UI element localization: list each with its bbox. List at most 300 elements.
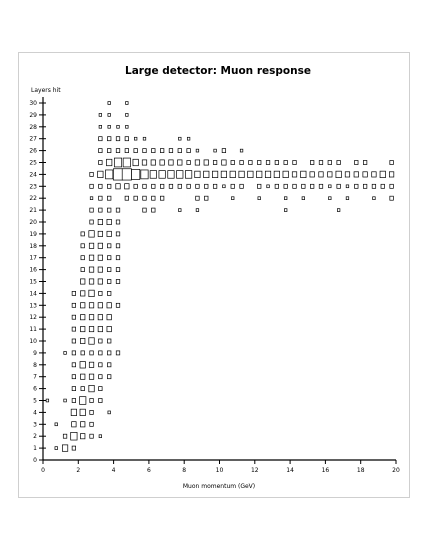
x-tick-label: 14 (286, 467, 294, 474)
bin-box (143, 196, 147, 200)
y-tick-label: 22 (29, 195, 37, 203)
bin-box (90, 351, 94, 355)
bin-box (80, 338, 84, 343)
bin-box (113, 169, 122, 180)
bin-box (107, 268, 111, 272)
bin-box (178, 184, 182, 188)
bin-box (72, 291, 76, 295)
x-tick-label: 20 (392, 467, 400, 474)
y-tick-label: 2 (33, 433, 37, 441)
bin-box (89, 338, 94, 344)
bin-box (72, 422, 76, 427)
bin-box (80, 291, 84, 296)
bin-box (274, 171, 279, 177)
bin-box (222, 149, 226, 153)
bin-box (381, 184, 385, 188)
bin-box (275, 184, 279, 188)
bin-box (284, 197, 287, 200)
bin-box (196, 184, 200, 188)
bin-box (179, 137, 182, 140)
bin-box (72, 375, 76, 379)
bin-box (355, 160, 359, 164)
bin-box (89, 362, 93, 367)
bin-box (390, 184, 394, 188)
bin-box (185, 171, 191, 179)
bin-box (231, 160, 235, 164)
y-tick-label: 1 (33, 445, 37, 453)
bin-box (80, 422, 84, 427)
bin-box (64, 351, 67, 354)
bin-box (99, 339, 103, 343)
bin-box (143, 184, 147, 188)
bin-box (98, 171, 103, 177)
bin-box (134, 137, 137, 140)
bin-box (99, 184, 103, 188)
x-tick-label: 12 (250, 467, 259, 474)
bin-box (108, 102, 111, 105)
bin-box (107, 326, 111, 331)
bin-box (99, 196, 103, 200)
bin-box (107, 231, 111, 236)
bin-box (363, 172, 367, 177)
bin-box (126, 113, 129, 116)
bin-box (89, 315, 93, 320)
bin-box (63, 434, 67, 438)
bin-box (81, 256, 85, 260)
bin-box (363, 160, 367, 164)
bin-box (46, 399, 49, 402)
bin-box (126, 125, 129, 128)
bin-box (89, 385, 94, 391)
bin-box (116, 149, 120, 153)
y-tick-label: 20 (29, 219, 37, 226)
y-tick-label: 24 (29, 171, 37, 179)
y-axis-label: Layers hit (31, 87, 61, 94)
bin-box (80, 434, 84, 439)
bin-box (107, 219, 111, 224)
bin-box (214, 149, 217, 152)
bin-box (107, 279, 111, 283)
bin-box (169, 184, 173, 188)
bin-box (116, 279, 120, 283)
bin-box (80, 315, 84, 320)
bin-box (292, 172, 296, 177)
bin-box (223, 185, 226, 188)
bin-box (221, 171, 226, 177)
y-tick-label: 30 (29, 100, 37, 107)
chart-title: Large detector: Muon response (125, 65, 311, 77)
bin-box (80, 279, 84, 284)
bin-box (310, 160, 314, 164)
bin-box (72, 387, 76, 391)
bin-box (98, 315, 102, 320)
bin-box (108, 411, 111, 414)
bin-box (89, 303, 93, 308)
bin-box (346, 185, 349, 188)
y-tick-label: 17 (29, 254, 37, 262)
y-tick-label: 25 (29, 159, 37, 167)
bin-box (337, 160, 341, 164)
bin-box (196, 149, 199, 152)
bin-box (116, 232, 120, 236)
bin-box (107, 184, 111, 188)
bin-box (99, 398, 103, 402)
bin-box (99, 387, 103, 391)
bins (46, 102, 394, 452)
bin-box (134, 149, 138, 153)
bin-box (319, 184, 323, 188)
y-tick-label: 29 (29, 111, 37, 119)
bin-box (389, 172, 393, 177)
y-tick-label: 3 (33, 421, 37, 429)
bin-box (134, 196, 138, 200)
bin-box (150, 171, 156, 179)
bin-box (187, 137, 190, 140)
x-tick-label: 8 (182, 467, 187, 474)
bin-box (213, 160, 217, 164)
bin-box (107, 196, 111, 200)
bin-box (89, 267, 93, 272)
bin-box (80, 409, 85, 415)
bin-box (363, 184, 367, 188)
chart (19, 53, 409, 497)
y-tick-label: 26 (29, 147, 37, 155)
y-tick-label: 16 (29, 266, 37, 274)
bin-box (81, 387, 85, 391)
bin-box (160, 184, 164, 188)
bin-box (72, 363, 76, 367)
bin-box (116, 220, 120, 224)
bin-box (81, 244, 85, 248)
bin-box (80, 397, 86, 405)
bin-box (265, 171, 270, 177)
y-tick-label: 21 (29, 207, 37, 215)
bin-box (152, 196, 156, 200)
x-tick-label: 10 (215, 467, 224, 474)
bin-box (310, 172, 314, 177)
bin-box (345, 172, 349, 177)
bin-box (284, 209, 287, 212)
bin-box (90, 220, 94, 224)
bin-box (99, 160, 103, 164)
bin-box (107, 291, 111, 295)
bin-box (98, 255, 102, 260)
y-tick-label: 7 (33, 373, 37, 381)
bin-box (152, 149, 156, 153)
bin-box (90, 184, 94, 188)
bin-box (204, 171, 209, 177)
bin-box (196, 209, 199, 212)
bin-box (106, 159, 111, 165)
y-tick-label: 28 (29, 123, 37, 131)
bin-box (99, 208, 103, 212)
bin-box (98, 326, 102, 331)
bin-box (213, 184, 217, 188)
bin-box (107, 303, 111, 308)
bin-box (80, 374, 84, 379)
bin-box (240, 184, 244, 188)
y-tick-label: 12 (29, 314, 37, 322)
bin-box (372, 172, 376, 177)
bin-box (116, 137, 120, 141)
y-tick-label: 27 (29, 135, 37, 143)
bin-box (187, 160, 191, 164)
bin-box (195, 171, 200, 177)
x-tick-label: 4 (111, 467, 116, 474)
bin-box (168, 171, 174, 179)
bin-box (72, 398, 76, 402)
bin-box (107, 149, 111, 153)
bin-box (55, 423, 58, 426)
bin-box (117, 125, 120, 128)
bin-box (390, 160, 394, 164)
bin-box (240, 160, 244, 164)
bin-box (99, 375, 103, 379)
bin-box (72, 327, 76, 331)
bin-box (159, 171, 165, 179)
bin-box (329, 197, 332, 200)
bin-box (328, 172, 332, 177)
bin-box (126, 102, 129, 105)
bin-box (98, 219, 102, 224)
axes (29, 97, 400, 474)
bin-box (99, 149, 103, 153)
x-tick-label: 16 (321, 467, 330, 474)
bin-box (142, 160, 146, 165)
bin-box (329, 185, 332, 188)
bin-box (301, 171, 306, 177)
bin-box (89, 374, 93, 379)
bin-box (125, 196, 129, 200)
bin-box (319, 160, 323, 164)
bin-box (310, 184, 314, 188)
y-tick-label: 19 (29, 230, 37, 238)
bin-box (107, 363, 111, 367)
y-tick-label: 4 (33, 409, 37, 417)
bin-box (390, 196, 394, 200)
bin-box (90, 197, 93, 200)
bin-box (98, 231, 102, 236)
bin-box (346, 197, 349, 200)
bin-box (133, 159, 138, 165)
bin-box (275, 160, 279, 164)
bin-box (249, 160, 253, 164)
bin-box (98, 279, 102, 284)
bin-box (143, 149, 147, 153)
bin-box (116, 268, 120, 272)
bin-box (114, 158, 121, 167)
bin-box (116, 351, 120, 355)
bin-box (108, 125, 111, 128)
bin-box (293, 160, 297, 164)
bin-box (90, 410, 94, 414)
bin-box (160, 196, 164, 200)
bin-box (123, 158, 130, 167)
bin-box (231, 197, 234, 200)
bin-box (177, 171, 183, 179)
x-tick-label: 0 (41, 467, 45, 474)
bin-box (72, 339, 76, 343)
bin-box (89, 243, 93, 248)
bin-box (89, 290, 94, 296)
bin-box (284, 160, 288, 164)
bin-box (319, 172, 323, 177)
bin-box (212, 171, 217, 177)
y-tick-label: 0 (33, 457, 37, 464)
bin-box (187, 149, 191, 153)
bin-box (81, 351, 85, 355)
bin-box (132, 169, 140, 179)
bin-box (141, 170, 148, 179)
x-tick-label: 18 (356, 467, 365, 474)
bin-box (152, 184, 156, 188)
bin-box (71, 432, 77, 440)
chart-frame (18, 52, 410, 498)
y-tick-label: 8 (33, 361, 37, 369)
bin-box (187, 184, 191, 188)
bin-box (257, 160, 261, 164)
y-tick-label: 18 (29, 242, 37, 250)
bin-box (107, 244, 111, 248)
bin-box (337, 184, 341, 188)
bin-box (122, 169, 131, 180)
bin-box (116, 256, 120, 260)
bin-box (205, 196, 209, 200)
bin-box (257, 184, 261, 188)
bin-box (90, 434, 94, 438)
bin-box (107, 375, 111, 379)
bin-box (72, 303, 76, 307)
y-tick-label: 14 (29, 290, 37, 298)
bin-box (116, 208, 120, 212)
bin-box (283, 171, 288, 177)
bin-box (125, 184, 129, 189)
bin-box (89, 279, 93, 284)
bin-box (116, 244, 120, 248)
bin-box (99, 137, 103, 141)
bin-box (240, 149, 243, 152)
bin-box (266, 160, 270, 164)
bin-box (107, 315, 111, 320)
bin-box (72, 446, 76, 450)
bin-box (169, 160, 173, 165)
bin-box (160, 160, 164, 165)
bin-box (231, 184, 235, 188)
bin-box (204, 160, 208, 165)
bin-box (152, 208, 156, 212)
bin-box (284, 184, 288, 188)
bin-box (107, 339, 111, 343)
bin-box (90, 208, 94, 212)
bin-box (89, 255, 93, 260)
bin-box (222, 160, 226, 165)
bin-box (55, 447, 58, 450)
y-tick-label: 6 (33, 385, 37, 393)
bin-box (258, 197, 261, 200)
bin-box (62, 445, 67, 451)
bin-box (90, 398, 94, 402)
bin-box (195, 160, 199, 165)
y-tick-label: 11 (29, 326, 37, 334)
bin-box (372, 184, 376, 188)
bin-box (90, 422, 94, 426)
bin-box (143, 137, 146, 140)
bin-box (90, 172, 94, 176)
bin-box (89, 231, 94, 237)
bin-box (143, 208, 147, 212)
bin-box (293, 184, 297, 188)
bin-box (80, 326, 84, 331)
bin-box (99, 113, 102, 116)
bin-box (89, 326, 93, 331)
bin-box (64, 399, 67, 402)
y-tick-label: 15 (29, 278, 37, 286)
bin-box (72, 315, 76, 319)
bin-box (107, 351, 111, 355)
bin-box (71, 409, 76, 415)
y-tick-label: 5 (33, 397, 37, 405)
bin-box (354, 172, 358, 177)
bin-box (355, 184, 359, 188)
bin-box (337, 209, 340, 212)
bin-box (257, 171, 262, 177)
bin-box (169, 149, 173, 153)
bin-box (107, 208, 111, 212)
bin-box (80, 362, 85, 368)
bin-box (81, 268, 85, 272)
bin-box (125, 149, 129, 153)
x-tick-label: 6 (146, 467, 151, 474)
bin-box (99, 125, 102, 128)
bin-box (178, 149, 182, 153)
bin-box (98, 267, 102, 272)
bin-box (107, 256, 111, 260)
bin-box (99, 291, 103, 295)
bin-box (125, 137, 129, 141)
bin-box (336, 171, 341, 177)
bin-box (151, 160, 155, 165)
y-tick-label: 23 (29, 183, 37, 191)
bin-box (81, 232, 85, 236)
bin-box (108, 113, 111, 116)
y-tick-label: 9 (33, 349, 37, 357)
x-tick-label: 2 (76, 467, 81, 474)
bin-box (72, 351, 76, 355)
bin-box (239, 171, 244, 177)
bin-box (248, 171, 253, 177)
bin-box (80, 303, 84, 308)
bin-box (107, 137, 111, 141)
bin-box (328, 160, 332, 164)
bin-box (99, 363, 103, 367)
x-axis-label: Muon momentum (GeV) (182, 483, 256, 490)
bin-box (98, 303, 102, 308)
bin-box (99, 435, 102, 438)
bin-box (178, 160, 182, 165)
bin-box (267, 185, 270, 188)
bin-box (179, 209, 182, 212)
bin-box (196, 196, 200, 200)
bin-box (302, 184, 306, 188)
bin-box (106, 170, 113, 179)
bin-box (116, 184, 120, 189)
bin-box (230, 171, 235, 177)
bin-box (99, 351, 103, 355)
y-tick-label: 10 (29, 338, 37, 345)
bin-box (302, 197, 305, 200)
bin-box (205, 184, 209, 188)
bin-box (116, 303, 120, 307)
